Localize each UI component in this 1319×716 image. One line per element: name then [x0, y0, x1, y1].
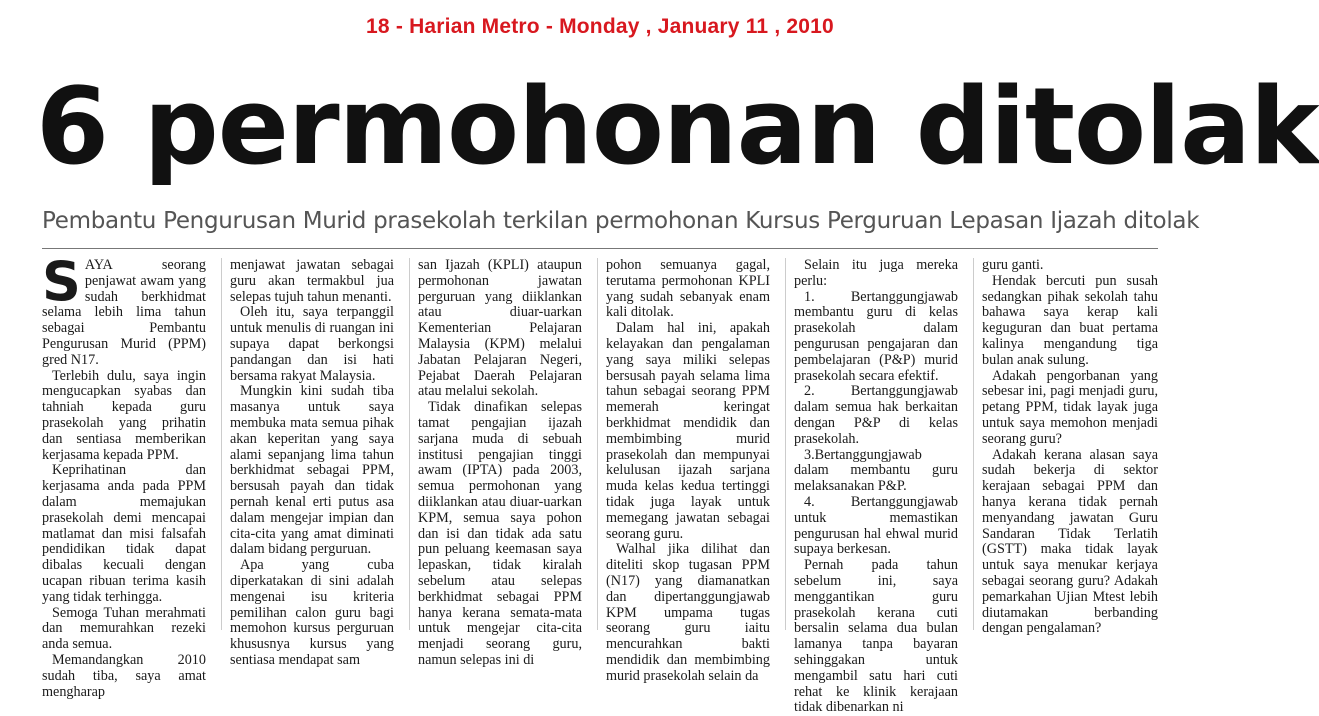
drop-cap: S [42, 250, 81, 313]
paragraph: Mungkin kini sudah tiba masanya untuk saya membuka mata semua pihak akan keperitan yang saya alami sepanjang lima tahun berkhidmat sebagai PPM, bersusah payah dan tidak pernah kenal erti putus asa dalam mengejar impian dan cita-cita yang amat diminati dalam bidang perguruan. [230, 383, 394, 558]
column-divider [409, 258, 410, 630]
paragraph: Pernah pada tahun sebelum ini, saya menggantikan guru prasekolah kerana cuti bersalin selama dua bulan lamanya tanpa bayaran sehinggakan untuk mengambil satu hari cuti rehat ke klinik kerajaan tidak dibenarkan ni [794, 557, 958, 716]
headline: 6 permohonan ditolak [36, 65, 1319, 188]
paragraph: 1. Bertanggungjawab membantu guru di kelas prasekolah dalam pengurusan pengajaran dan pembelajaran (P&P) murid prasekolah secara efektif. [794, 288, 958, 384]
article-column-4 [606, 257, 770, 684]
article-column-2 [230, 257, 394, 668]
paragraph: Adakah kerana alasan saya sudah bekerja di sektor kerajaan sebagai PPM dan hanya kerana tidak pernah menyandang jawatan Guru Sandaran Tidak Terlatih (GSTT) maka tidak layak untuk saya menukar kerjaya sebagai seorang guru? Adakah pemarkahan Ujian Mtest lebih diutamakan berbanding dengan pengalaman? [982, 446, 1158, 637]
paragraph: Selain itu juga mereka perlu: [794, 257, 958, 289]
article-column-3 [418, 257, 582, 668]
column-divider [597, 258, 598, 630]
paragraph: Memandangkan 2010 sudah tiba, saya amat mengharap [42, 651, 206, 700]
article-column-6 [982, 257, 1158, 637]
paragraph: Hendak bercuti pun susah sedangkan pihak sekolah tahu bahawa saya kerap kali keguguran dan buat pertama kalinya mengandung tiga bulan anak sulung. [982, 272, 1158, 368]
column-divider [973, 258, 974, 630]
paragraph: Apa yang cuba diperkatakan di sini adalah mengenai isu kriteria pemilihan calon guru bagi memohon kursus perguruan khususnya kursus yang sentiasa mendapat sam [230, 557, 394, 668]
paragraph: 3.Bertanggungjawab dalam membantu guru melaksanakan P&P. [794, 446, 958, 495]
paragraph: menjawat jawatan sebagai guru akan termakbul jua selepas tujuh tahun menanti. [230, 257, 394, 305]
paragraph: Adakah pengorbanan yang sebesar ini, pagi menjadi guru, petang PPM, tidak layak juga untuk saya memohon menjadi seorang guru? [982, 367, 1158, 447]
paragraph: Oleh itu, saya terpanggil untuk menulis di ruangan ini supaya dapat berkongsi pandangan dan isi hati bersama rakyat Malaysia. [230, 304, 394, 384]
divider [42, 248, 1158, 249]
paragraph: Dalam hal ini, apakah kelayakan dan pengalaman yang saya miliki selepas bersusah payah selama lima tahun sebagai seorang PPM memerah keringat berkhidmat mendidik dan membimbing murid prasekolah dan mempunyai kelulusan ijazah sarjana muda kelas kedua tertinggi tidak juga layak untuk memegang jawatan sebagai seorang guru. [606, 320, 770, 542]
dateline: 18 - Harian Metro - Monday , January 11 , 2010 [366, 15, 834, 38]
paragraph: Tidak dinafikan selepas tamat pengajian ijazah sarjana muda di sebuah institusi pengajian tinggi awam (IPTA) pada 2003, semua permohonan yang diiklankan atau diuar-uarkan KPM, semua saya pohon dan isi dan tidak ada satu pun peluang keemasan saya lepaskan, tidak kiralah sebelum atau selepas berkhidmat sebagai PPM hanya kerana semata-mata untuk mengejar cita-cita menjadi seorang guru, namun selepas ini di [418, 399, 582, 668]
column-divider [221, 258, 222, 630]
paragraph: Terlebih dulu, saya ingin mengucapkan syabas dan tahniah kepada guru prasekolah yang prihatin dan sentiasa memberikan kerjasama kepada PPM. [42, 367, 206, 463]
paragraph: Keprihatinan dan kerjasama anda pada PPM dalam memajukan prasekolah demi mencapai matlamat dan misi falsafah pendidikan tidak dapat dibalas kecuali dengan ucapan ribuan terima kasih yang tidak terhingga. [42, 462, 206, 605]
paragraph: san Ijazah (KPLI) ataupun permohonan jawatan perguruan yang diiklankan atau diuar-uarkan Kementerian Pelajaran Malaysia (KPM) melalui Jabatan Pelajaran Negeri, Pejabat Daerah Pelajaran atau melalui sekolah. [418, 257, 582, 400]
paragraph: 2. Bertanggungjawab dalam semua hak berkaitan dengan P&P di kelas prasekolah. [794, 383, 958, 447]
paragraph: SAYA seorang penjawat awam yang sudah berkhidmat selama lebih lima tahun sebagai Pembantu Pengurusan Murid (PPM) gred N17. [42, 250, 206, 368]
article-column-1 [42, 250, 206, 700]
column-divider [785, 258, 786, 630]
paragraph: Walhal jika dilihat dan diteliti skop tugasan PPM (N17) yang diamanatkan dan dipertanggungjawab KPM umpama tugas seorang guru iaitu mencurahkan bakti mendidik dan membimbing murid prasekolah selain da [606, 541, 770, 684]
subheadline: Pembantu Pengurusan Murid prasekolah terkilan permohonan Kursus Perguruan Lepasan Ijazah ditolak [42, 208, 1200, 234]
paragraph: Semoga Tuhan merahmati dan memurahkan rezeki anda semua. [42, 604, 206, 653]
paragraph: pohon semuanya gagal, terutama permohonan KPLI yang sudah sebanyak enam kali ditolak. [606, 257, 770, 321]
paragraph: 4. Bertanggungjawab untuk memastikan pengurusan hal ehwal murid supaya berkesan. [794, 493, 958, 558]
paragraph: guru ganti. [982, 257, 1044, 273]
article-column-5 [794, 257, 958, 716]
